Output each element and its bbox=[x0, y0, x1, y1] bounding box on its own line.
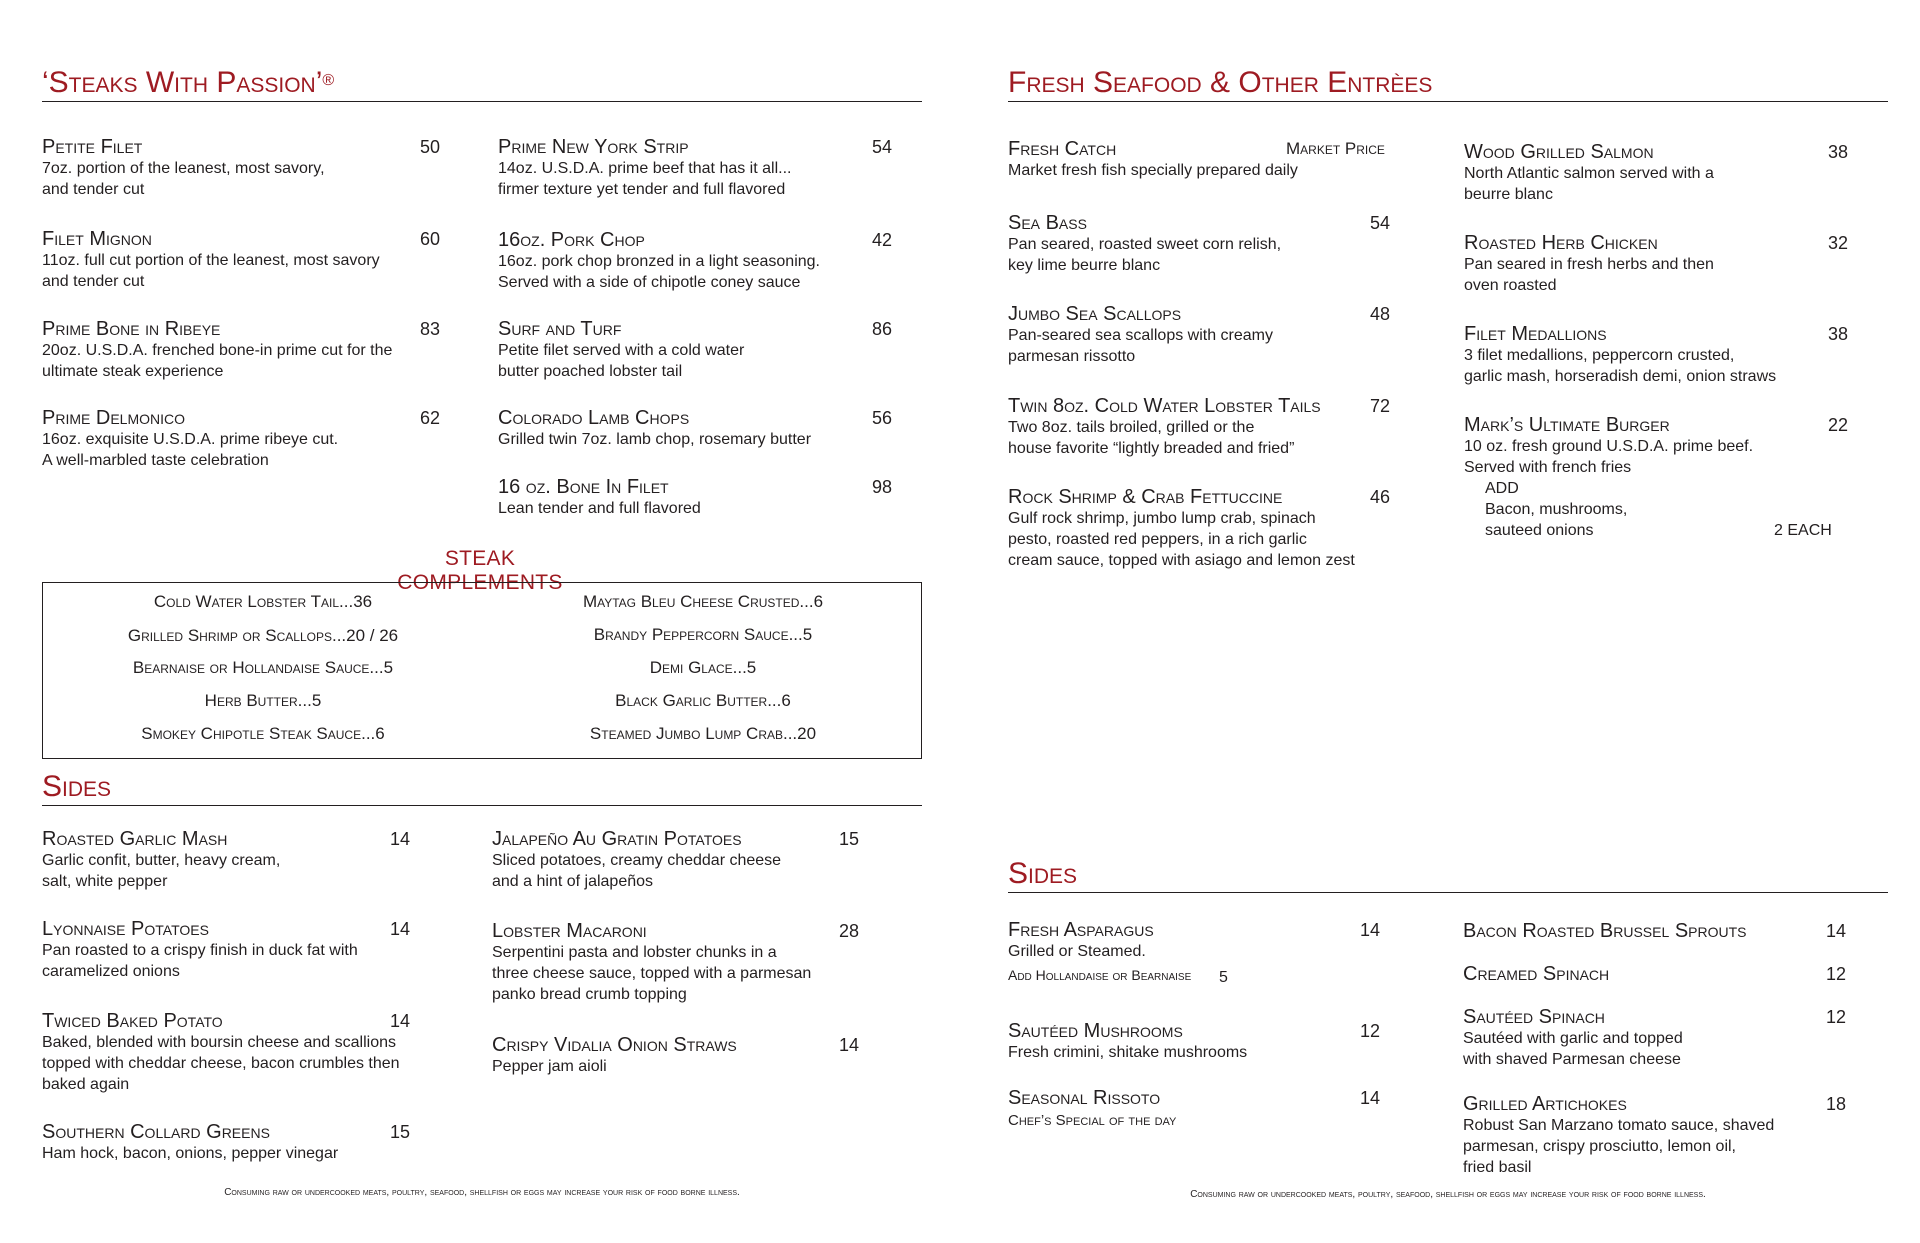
menu-item bbox=[1463, 920, 1883, 942]
item-desc-line: Petite filet served with a cold water bbox=[498, 342, 745, 359]
item-desc-line: Fresh crimini, shitake mushrooms bbox=[1008, 1044, 1248, 1061]
complement-item: Steamed Jumbo Lump Crab...20 bbox=[589, 724, 817, 743]
item-desc-line: Sautéed with garlic and topped bbox=[1463, 1030, 1683, 1047]
item-desc-line: North Atlantic salmon served with a bbox=[1464, 165, 1714, 182]
item-desc-line: Served with a side of chipotle coney sauce bbox=[498, 274, 801, 291]
item-price: 38 bbox=[1828, 324, 1849, 344]
food-safety-disclaimer: Consuming raw or undercooked meats, poultry, seafood, shellfish or eggs may increase your risk of food borne illness. bbox=[224, 1187, 740, 1198]
item-price: 48 bbox=[1370, 304, 1391, 324]
item-desc-line: baked again bbox=[42, 1076, 130, 1093]
menu-item bbox=[42, 228, 442, 292]
item-name: Filet Mignon bbox=[42, 228, 152, 250]
menu-item bbox=[498, 476, 908, 519]
complement-item: Maytag Bleu Cheese Crusted...6 bbox=[582, 592, 824, 611]
item-desc-line: Robust San Marzano tomato sauce, shaved bbox=[1463, 1117, 1775, 1134]
item-name: Prime New York Strip bbox=[498, 136, 689, 158]
item-price: 28 bbox=[839, 921, 860, 941]
item-desc-line: key lime beurre blanc bbox=[1008, 257, 1161, 274]
item-name: Creamed Spinach bbox=[1463, 963, 1610, 985]
item-desc-line: butter poached lobster tail bbox=[498, 363, 683, 380]
item-price: Market Price bbox=[1286, 139, 1385, 158]
item-name: Bacon Roasted Brussel Sprouts bbox=[1463, 920, 1747, 942]
menu-item bbox=[42, 136, 442, 200]
right-menu-page bbox=[960, 0, 1920, 1243]
item-desc-line: ultimate steak experience bbox=[42, 363, 224, 380]
item-desc-line: oven roasted bbox=[1464, 277, 1557, 294]
item-price: 32 bbox=[1828, 233, 1849, 253]
complement-item: Grilled Shrimp or Scallops...20 / 26 bbox=[127, 626, 399, 645]
item-name: Grilled Artichokes bbox=[1463, 1093, 1627, 1115]
item-desc-line: Ham hock, bacon, onions, pepper vinegar bbox=[42, 1145, 339, 1162]
item-name: Petite Filet bbox=[42, 136, 143, 158]
item-name: Wood Grilled Salmon bbox=[1464, 141, 1654, 163]
item-desc-line: Sliced potatoes, creamy cheddar cheese bbox=[492, 852, 782, 869]
item-price: 14 bbox=[390, 1011, 411, 1031]
item-desc-line: Pan roasted to a crispy finish in duck fat with bbox=[42, 942, 358, 959]
item-name: Southern Collard Greens bbox=[42, 1121, 270, 1143]
menu-item bbox=[1008, 303, 1428, 367]
menu-item bbox=[1008, 486, 1428, 571]
item-desc-line: Pan seared, roasted sweet corn relish, bbox=[1008, 236, 1282, 253]
item-desc-line: topped with cheddar cheese, bacon crumbles then bbox=[42, 1055, 400, 1072]
menu-item bbox=[498, 229, 908, 293]
complement-item: Cold Water Lobster Tail...36 bbox=[153, 592, 373, 611]
item-price: 15 bbox=[390, 1122, 411, 1142]
item-price: 83 bbox=[420, 319, 441, 339]
item-name: Jumbo Sea Scallops bbox=[1008, 303, 1182, 325]
item-desc-line: 20oz. U.S.D.A. frenched bone-in prime cut for the bbox=[42, 342, 393, 359]
menu-item bbox=[1464, 323, 1894, 387]
item-price: 18 bbox=[1826, 1094, 1847, 1114]
item-desc-line: 3 filet medallions, peppercorn crusted, bbox=[1464, 347, 1735, 364]
steaks-section-title: ‘Steaks With Passion’® bbox=[42, 66, 922, 102]
item-desc-line: panko bread crumb topping bbox=[492, 986, 687, 1003]
menu-item bbox=[42, 1121, 462, 1164]
item-desc-line: Pan-seared sea scallops with creamy bbox=[1008, 327, 1274, 344]
item-desc-line: house favorite “lightly breaded and fried” bbox=[1008, 440, 1295, 457]
item-price: 14 bbox=[390, 919, 411, 939]
menu-item bbox=[1008, 1020, 1428, 1063]
menu-item bbox=[1463, 1093, 1893, 1178]
item-desc-line: Pepper jam aioli bbox=[492, 1058, 607, 1075]
complement-item: Herb Butter...5 bbox=[204, 691, 322, 710]
item-name: Prime Bone in Ribeye bbox=[42, 318, 221, 340]
menu-item bbox=[498, 136, 908, 200]
add-option-line: sauteed onions bbox=[1485, 522, 1594, 539]
item-name: Fresh Catch bbox=[1008, 138, 1117, 160]
complement-item: Bearnaise or Hollandaise Sauce...5 bbox=[132, 658, 394, 677]
item-desc-line: Garlic confit, butter, heavy cream, bbox=[42, 852, 281, 869]
item-price: 14 bbox=[1360, 1088, 1381, 1108]
menu-item bbox=[1464, 232, 1884, 296]
item-name: Lobster Macaroni bbox=[492, 920, 647, 942]
item-name: Colorado Lamb Chops bbox=[498, 407, 690, 429]
menu-item bbox=[1464, 414, 1884, 541]
item-name: Sautéed Spinach bbox=[1463, 1006, 1605, 1028]
item-desc-line: 16oz. exquisite U.S.D.A. prime ribeye cut. bbox=[42, 431, 339, 448]
item-desc-line: cream sauce, topped with asiago and lemon zest bbox=[1008, 552, 1355, 569]
complement-item: Demi Glace...5 bbox=[649, 658, 757, 677]
menu-item bbox=[498, 407, 908, 450]
item-name: Sea Bass bbox=[1008, 212, 1087, 234]
item-price: 15 bbox=[839, 829, 860, 849]
item-name: Seasonal Rissoto bbox=[1008, 1087, 1161, 1109]
item-desc-line: 14oz. U.S.D.A. prime beef that has it all... bbox=[498, 160, 792, 177]
item-price: 14 bbox=[1826, 921, 1847, 941]
item-price: 60 bbox=[420, 229, 441, 249]
menu-item bbox=[1008, 395, 1428, 459]
add-option-line: Bacon, mushrooms, bbox=[1485, 501, 1628, 518]
item-name: Prime Delmonico bbox=[42, 407, 186, 429]
item-name: Twiced Baked Potato bbox=[42, 1010, 223, 1032]
item-desc-line: pesto, roasted red peppers, in a rich garlic bbox=[1008, 531, 1307, 548]
item-desc-line: with shaved Parmesan cheese bbox=[1463, 1051, 1681, 1068]
item-name: 16oz. Pork Chop bbox=[498, 229, 645, 251]
menu-item bbox=[492, 1034, 912, 1077]
item-price: 46 bbox=[1370, 487, 1391, 507]
item-note: Add Hollandaise or Bearnaise bbox=[1008, 967, 1192, 983]
steak-complements-title: STEAK COMPLEMENTS bbox=[397, 547, 563, 594]
item-price: 72 bbox=[1370, 396, 1391, 416]
sides-section-title: Sides bbox=[42, 770, 922, 806]
menu-item bbox=[1008, 138, 1428, 181]
item-price: 86 bbox=[872, 319, 893, 339]
item-name: Fresh Asparagus bbox=[1008, 919, 1154, 941]
item-desc-line: caramelized onions bbox=[42, 963, 180, 980]
menu-item bbox=[1008, 1087, 1428, 1130]
menu-item bbox=[1464, 141, 1884, 205]
item-price: 14 bbox=[1360, 920, 1381, 940]
item-desc-line: 7oz. portion of the leanest, most savory, bbox=[42, 160, 325, 177]
complement-item: Black Garlic Butter...6 bbox=[615, 691, 791, 710]
item-name: Crispy Vidalia Onion Straws bbox=[492, 1034, 737, 1056]
item-desc-line: Baked, blended with boursin cheese and scallions bbox=[42, 1034, 397, 1051]
menu-item bbox=[492, 920, 912, 1005]
item-desc-line: garlic mash, horseradish demi, onion straws bbox=[1464, 368, 1777, 385]
menu-item bbox=[42, 918, 462, 982]
item-desc-line: three cheese sauce, topped with a parmesan bbox=[492, 965, 812, 982]
item-desc-line: A well-marbled taste celebration bbox=[42, 452, 269, 469]
item-price: 12 bbox=[1826, 964, 1847, 984]
item-price: 56 bbox=[872, 408, 893, 428]
item-price: 54 bbox=[1370, 213, 1391, 233]
menu-item bbox=[1463, 1006, 1883, 1070]
item-desc-line: and a hint of jalapeños bbox=[492, 873, 654, 890]
item-note: Chef’s Special of the day bbox=[1008, 1112, 1177, 1129]
item-name: Rock Shrimp & Crab Fettuccine bbox=[1008, 486, 1283, 508]
item-name: Lyonnaise Potatoes bbox=[42, 918, 209, 940]
item-name: Mark’s Ultimate Burger bbox=[1464, 414, 1670, 436]
item-price: 12 bbox=[1360, 1021, 1381, 1041]
item-price: 54 bbox=[872, 137, 893, 157]
complement-item: Smokey Chipotle Steak Sauce...6 bbox=[141, 724, 385, 743]
item-desc-line: Market fresh fish specially prepared daily bbox=[1008, 162, 1298, 179]
item-price: 42 bbox=[872, 230, 893, 250]
seafood-section-title: Fresh Seafood & Other Entrèes bbox=[1008, 66, 1888, 102]
add-price: 2 EACH bbox=[1774, 522, 1832, 539]
item-name: Roasted Herb Chicken bbox=[1464, 232, 1658, 254]
complement-item: Brandy Peppercorn Sauce...5 bbox=[593, 625, 813, 644]
item-desc-line: Grilled or Steamed. bbox=[1008, 943, 1146, 960]
item-desc-line: and tender cut bbox=[42, 181, 145, 198]
item-desc-line: Served with french fries bbox=[1464, 459, 1632, 476]
food-safety-disclaimer: Consuming raw or undercooked meats, poultry, seafood, shellfish or eggs may increase your risk of food borne illness. bbox=[1190, 1189, 1706, 1200]
item-name: Roasted Garlic Mash bbox=[42, 828, 228, 850]
menu-item bbox=[1008, 919, 1428, 985]
menu-item bbox=[1463, 963, 1883, 985]
item-price: 50 bbox=[420, 137, 441, 157]
menu-item bbox=[42, 318, 442, 382]
item-price: 12 bbox=[1826, 1007, 1847, 1027]
item-desc-line: Two 8oz. tails broiled, grilled or the bbox=[1008, 419, 1255, 436]
item-desc-line: Lean tender and full flavored bbox=[498, 500, 701, 517]
item-desc-line: Serpentini pasta and lobster chunks in a bbox=[492, 944, 777, 961]
menu-item bbox=[42, 407, 442, 471]
item-desc-line: 11oz. full cut portion of the leanest, most savory bbox=[42, 252, 380, 269]
item-desc-line: firmer texture yet tender and full flavored bbox=[498, 181, 786, 198]
item-desc-line: 16oz. pork chop bronzed in a light seasoning. bbox=[498, 253, 820, 270]
menu-item bbox=[42, 1010, 472, 1095]
sides-section-title: Sides bbox=[1008, 857, 1888, 893]
menu-item bbox=[498, 318, 908, 382]
item-name: Jalapeño Au Gratin Potatoes bbox=[492, 828, 742, 850]
item-name: Sautéed Mushrooms bbox=[1008, 1020, 1183, 1042]
item-price: 14 bbox=[390, 829, 411, 849]
item-desc-line: Gulf rock shrimp, jumbo lump crab, spinach bbox=[1008, 510, 1316, 527]
item-desc-line: fried basil bbox=[1463, 1159, 1532, 1176]
item-desc-line: parmesan, crispy prosciutto, lemon oil, bbox=[1463, 1138, 1736, 1155]
item-price: 98 bbox=[872, 477, 893, 497]
item-price: 14 bbox=[839, 1035, 860, 1055]
item-desc-line: beurre blanc bbox=[1464, 186, 1553, 203]
note-price: 5 bbox=[1219, 969, 1228, 986]
item-desc-line: and tender cut bbox=[42, 273, 145, 290]
item-desc-line: Pan seared in fresh herbs and then bbox=[1464, 256, 1714, 273]
item-price: 62 bbox=[420, 408, 441, 428]
menu-item bbox=[1008, 212, 1428, 276]
item-name: Filet Medallions bbox=[1464, 323, 1607, 345]
item-price: 22 bbox=[1828, 415, 1849, 435]
item-desc-line: parmesan rissotto bbox=[1008, 348, 1136, 365]
menu-item bbox=[492, 828, 912, 892]
registered-mark: ® bbox=[322, 72, 335, 89]
item-name: Twin 8oz. Cold Water Lobster Tails bbox=[1008, 395, 1321, 417]
item-desc-line: salt, white pepper bbox=[42, 873, 168, 890]
menu-item bbox=[42, 828, 442, 892]
item-name: Surf and Turf bbox=[498, 318, 622, 340]
item-desc-line: 10 oz. fresh ground U.S.D.A. prime beef. bbox=[1464, 438, 1754, 455]
item-price: 38 bbox=[1828, 142, 1849, 162]
item-name: 16 oz. Bone In Filet bbox=[498, 476, 669, 498]
add-label: ADD bbox=[1485, 480, 1519, 497]
steak-complements-box bbox=[42, 582, 922, 759]
item-desc-line: Grilled twin 7oz. lamb chop, rosemary butter bbox=[498, 431, 812, 448]
